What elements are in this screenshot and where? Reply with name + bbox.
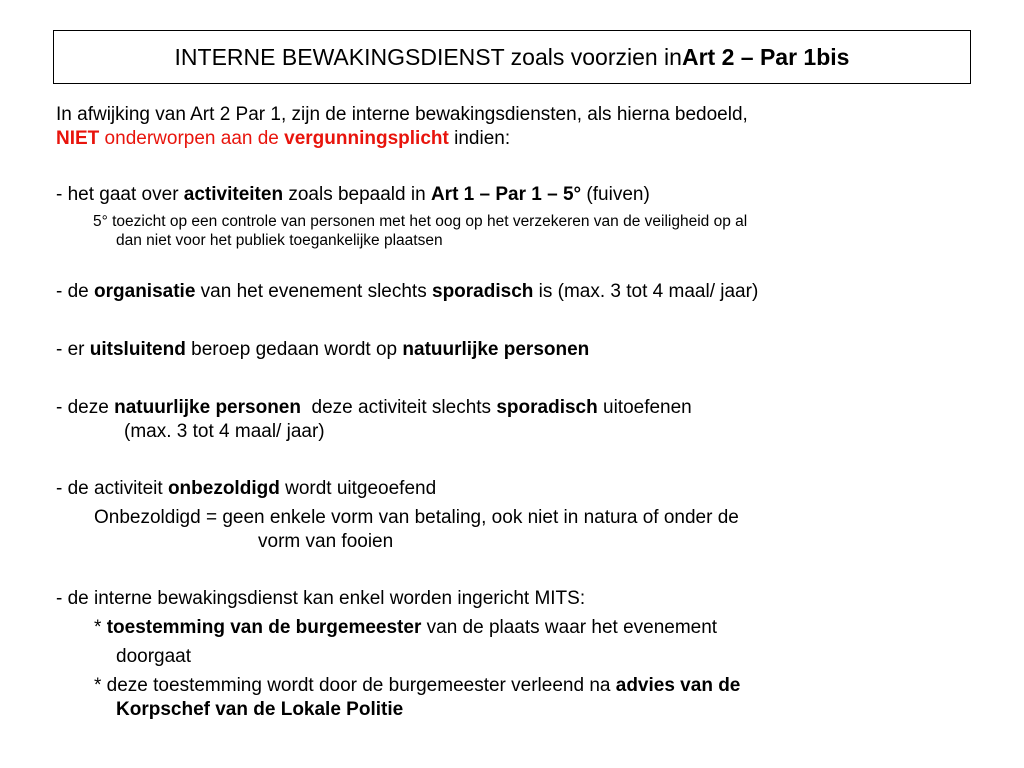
item2-text-a: - de [56,281,95,302]
title-text: INTERNE BEWAKINGSDIENST zoals voorzien in [174,43,682,70]
intro-tail: indien: [448,128,511,149]
item2-bold-b: organisatie [94,281,196,302]
item1-text-a: - het gaat over [56,184,184,205]
item2-text-c: van het evenement slechts [195,281,432,302]
item-onbezoldigd [56,478,436,500]
item4-line-2: (max. 3 tot 4 maal/ jaar) [124,421,325,442]
item4-bold-d: sporadisch [496,397,598,418]
item-activiteiten [56,184,650,206]
item4-text-a: - deze [56,397,115,418]
item-natuurlijke-personen [56,397,692,419]
item3-bold-d: natuurlijke personen [402,339,590,360]
item2-text-e: is (max. 3 tot 4 maal/ jaar) [533,281,759,302]
bullet-star: * [94,617,107,638]
item-mits: - de interne bewakingsdienst kan enkel worden ingericht MITS: [56,588,586,609]
mits-condition-2-line-2 [116,699,403,721]
item3-text-a: - er [56,339,90,360]
item-uitsluitend [56,339,589,361]
item5-text-c: wordt uitgeoefend [279,478,437,499]
item5-bold-b: onbezoldigd [167,478,280,499]
item5-text-a: - de activiteit [56,478,168,499]
mits-condition-2-text: * deze toestemming wordt door de burgemeester verleend na [94,675,616,696]
advies-keyword: advies van de [615,675,741,696]
item1-text-e: (fuiven) [581,184,650,205]
onbezoldigd-definition-line-2: vorm van fooien [258,531,394,552]
intro-red-text: onderworpen aan de [99,128,285,149]
slide-title [53,30,971,84]
mits-condition-2 [94,675,740,697]
title-article: Art 2 – Par 1bis [681,43,850,70]
item-organisatie [56,281,758,303]
mits-condition-1-line-2: doorgaat [116,646,192,667]
item1-bold-b: activiteiten [183,184,284,205]
niet-keyword: NIET [56,128,100,149]
item1-text-c: zoals bepaald in [283,184,431,205]
mits-condition-1-rest: van de plaats waar het evenement [421,617,718,638]
item3-text-c: beroep gedaan wordt op [185,339,403,360]
item4-text-c: deze activiteit slechts [300,397,497,418]
item2-bold-d: sporadisch [432,281,534,302]
korpschef-keyword: Korpschef van de Lokale Politie [116,699,404,720]
toestemming-keyword: toestemming van de burgemeester [106,617,422,638]
item3-bold-b: uitsluitend [89,339,186,360]
vergunningsplicht-keyword: vergunningsplicht [284,128,449,149]
item4-bold-b: natuurlijke personen [114,397,301,418]
intro-line-1: In afwijking van Art 2 Par 1, zijn de interne bewakingsdiensten, als hierna bedoeld, [56,104,748,125]
intro-line-2 [56,128,510,150]
mits-condition-1 [94,617,717,639]
item1-note-line-2: dan niet voor het publiek toegankelijke plaatsen [116,232,443,249]
item1-bold-d: Art 1 – Par 1 – 5° [430,184,582,205]
onbezoldigd-definition-line-1: Onbezoldigd = geen enkele vorm van betaling, ook niet in natura of onder de [94,507,739,528]
item1-note-line-1: 5° toezicht op een controle van personen met het oog op het verzekeren van de veiligheid op al [93,213,748,230]
item4-text-e: uitoefenen [597,397,692,418]
